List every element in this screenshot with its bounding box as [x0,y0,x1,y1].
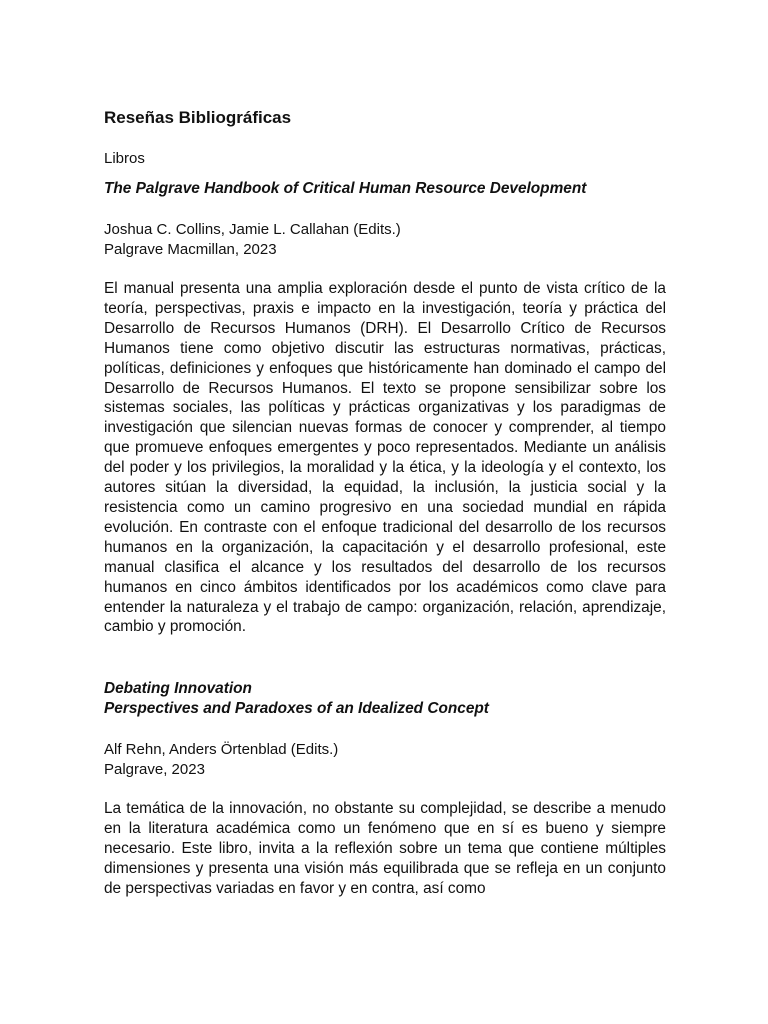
book-1-publisher: Palgrave Macmillan, 2023 [104,241,277,258]
book-1-meta [104,220,401,260]
book-2-review: La temática de la innovación, no obstante su complejidad, se describe a menudo en la literatura académica como un fenómeno que en sí es bueno y siempre necesario. Este libro, invita a la reflexión sobre un tema que contiene múltiples dimensiones y presenta una visión más equilibrada que se refleja en un conjunto de perspectivas variadas en favor y en contra, así como [104,800,666,897]
book-2-editors: Alf Rehn, Anders Örtenblad (Edits.) [104,741,339,758]
book-2-title-line-1: Debating Innovation [104,680,252,697]
book-1-title-line: The Palgrave Handbook of Critical Human Resource Development [104,180,587,197]
book-1-editors: Joshua C. Collins, Jamie L. Callahan (Edits.) [104,221,401,238]
book-2-publisher: Palgrave, 2023 [104,761,205,778]
book-2-title-line-2: Perspectives and Paradoxes of an Idealized Concept [104,700,489,717]
section-heading: Reseñas Bibliográficas [104,108,292,127]
category-label: Libros [104,150,145,167]
book-2-meta [104,740,338,780]
book-2-title [104,679,489,719]
book-1-review: El manual presenta una amplia exploración desde el punto de vista crítico de la teoría, perspectivas, praxis e impacto en la investigación, teoría y práctica del Desarrollo de Recursos Humanos (DRH). El Desarrollo Crítico de Recursos Humanos tiene como objetivo discutir las estructuras normativas, prácticas, políticas, definiciones y enfoques que históricamente han dominado el campo del Desarrollo de Recursos Humanos. El texto se propone sensibilizar sobre los sistemas sociales, las políticas y prácticas organizativas y los paradigmas de investigación que silencian nuevas formas de conocer y comprender, al tiempo que promueve enfoques emergentes y poco representados. Mediante un análisis del poder y los privilegios, la moralidad y la ética, y la ideología y el contexto, los autores sitúan la diversidad, la equidad, la inclusión, la justicia social y la resistencia como un camino progresivo en una sociedad mundial en rápida evolución. En contraste con el enfoque tradicional del desarrollo de los recursos humanos en la organización, la capacitación y el desarrollo profesional, este manual clasifica el alcance y los resultados del desarrollo de los recursos humanos en cinco ámbitos identificados por los académicos como clave para entender la naturaleza y el trabajo de campo: organización, relación, aprendizaje, cambio y promoción. [104,280,666,636]
book-1-title [104,179,586,199]
